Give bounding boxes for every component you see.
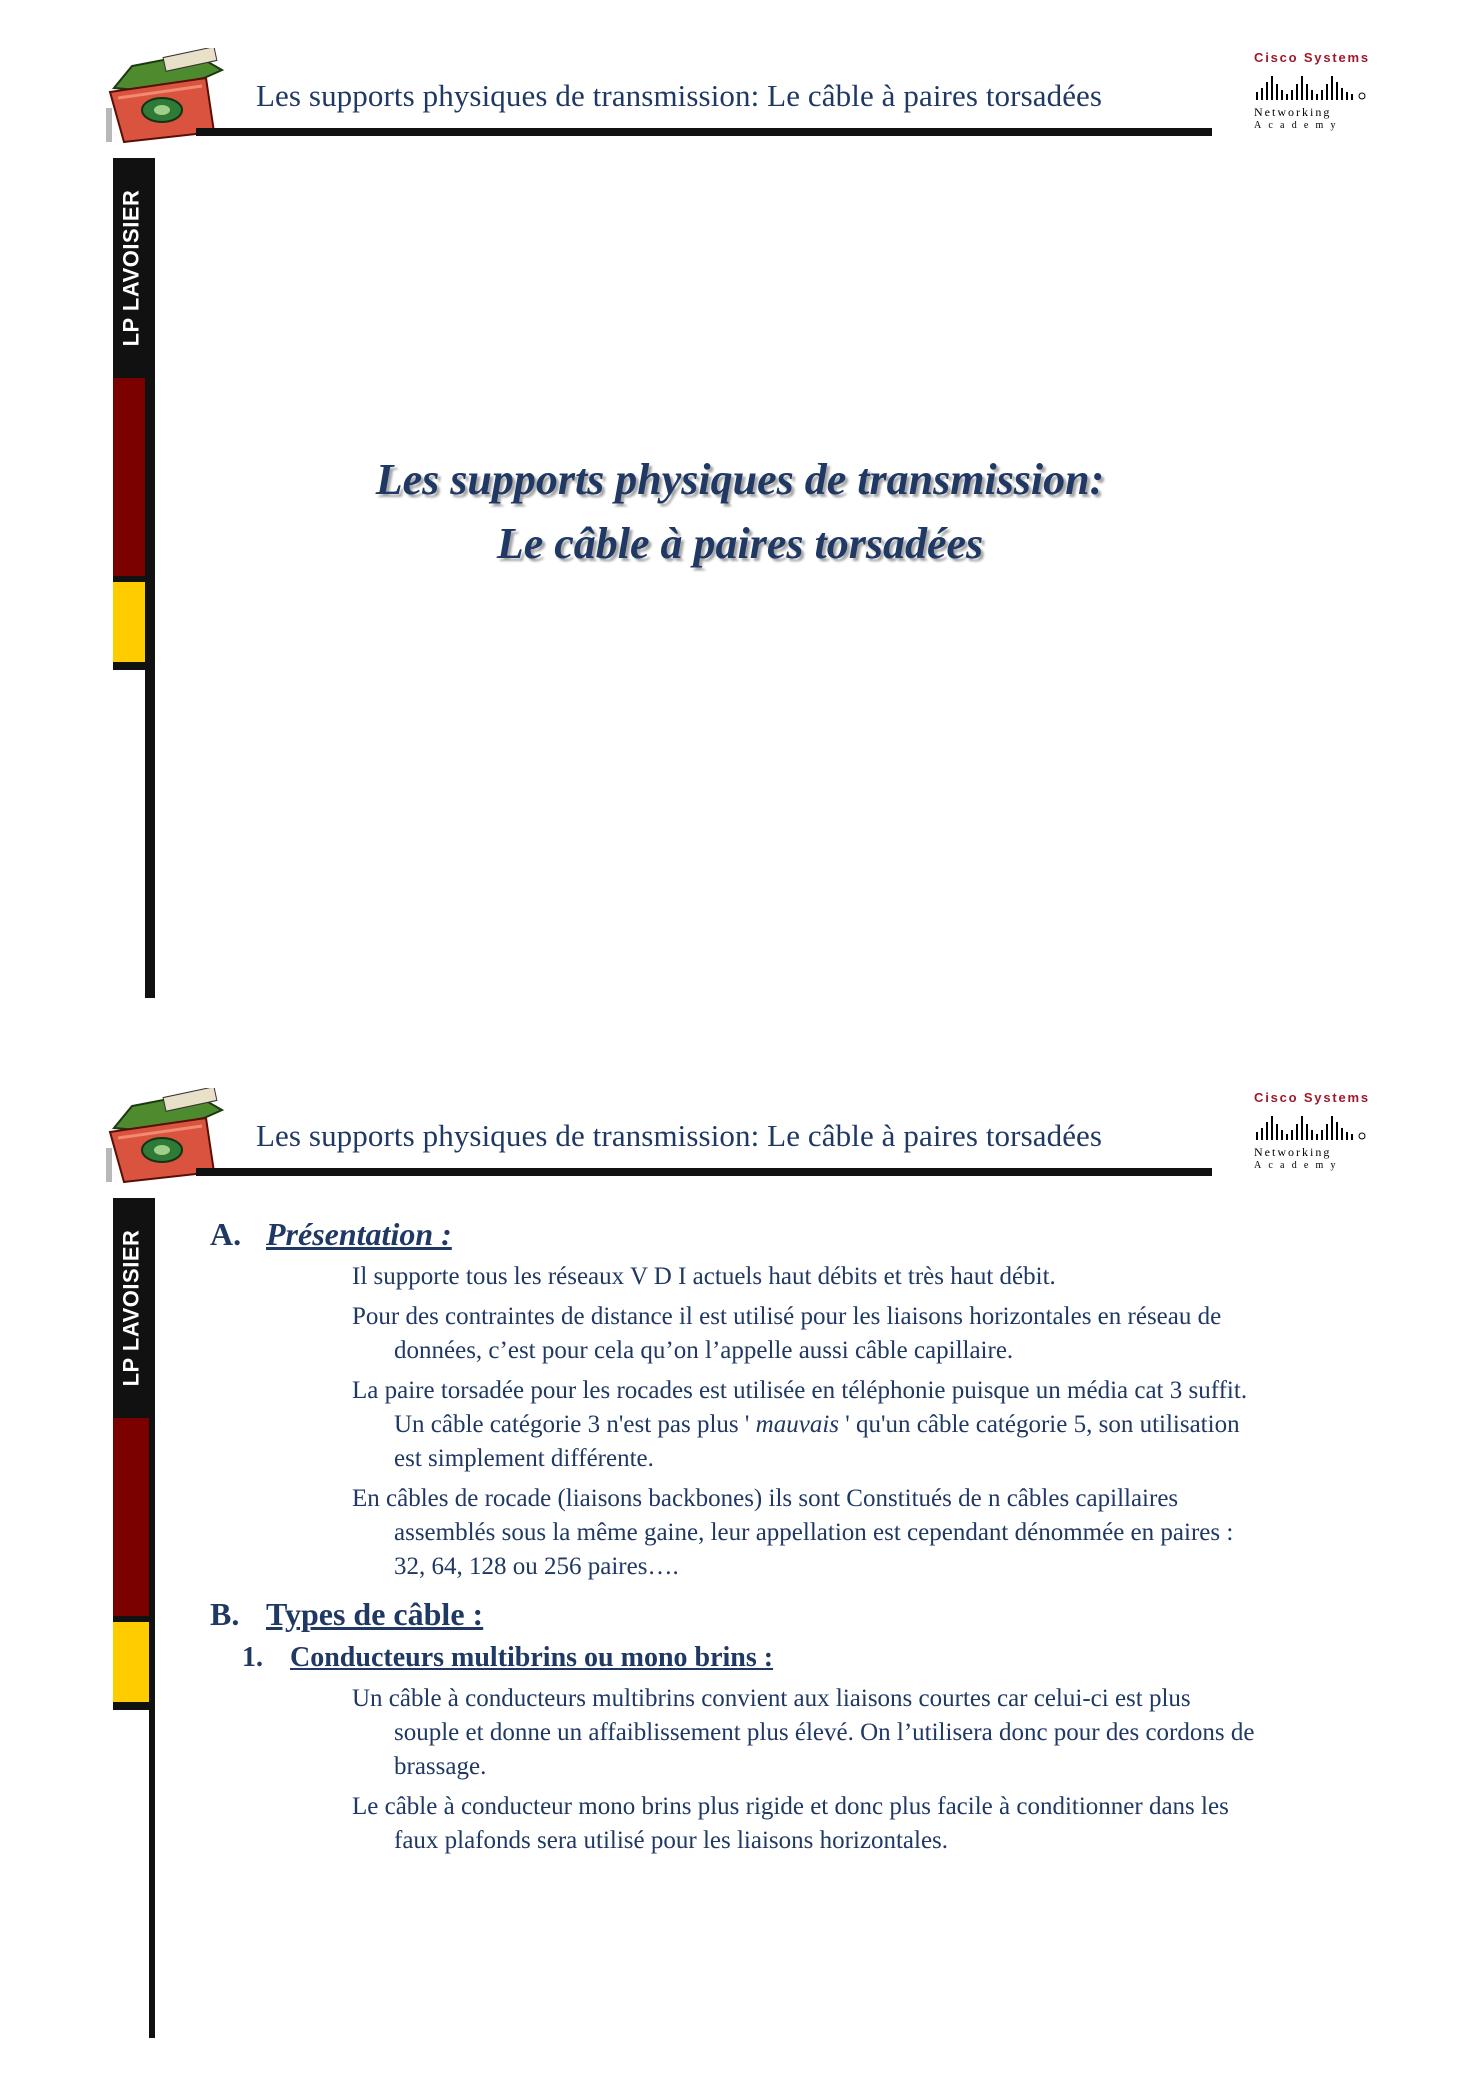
presentation-list	[352, 1260, 1262, 1584]
section-heading-presentation: A. Présentation :	[210, 1216, 452, 1252]
cisco-networking-academy-logo	[1254, 1090, 1370, 1180]
slide-title	[200, 448, 1280, 576]
header-rule	[196, 1168, 1212, 1176]
list-item: Pour des contraintes de distance il est utilisé pour les liaisons horizontales en réseau de données, c’est pour cela qu’on l’appelle aussi câble capillaire.	[352, 1303, 1222, 1364]
header-title: Les supports physiques de transmission: Le câble à paires torsadées	[256, 1118, 1103, 1153]
side-label: LP LAVOISIER	[118, 1229, 143, 1387]
slide-title-line-1: Les supports physiques de transmission:	[375, 455, 1105, 504]
section-heading-types: B. Types de câble :	[210, 1596, 484, 1632]
cisco-logo-academy: Academy	[1254, 120, 1343, 131]
cisco-logo-academy: Academy	[1254, 1160, 1343, 1171]
subsection-heading-conducteurs: 1. Conducteurs multibrins ou mono brins :	[242, 1642, 774, 1673]
slide-content	[210, 1214, 1270, 1868]
list-item: Le câble à conducteur mono brins plus rigide et donc plus facile à conditionner dans les faux plafonds sera utilisé pour les liaisons horizontales.	[352, 1793, 1229, 1854]
side-label: LP LAVOISIER	[118, 189, 143, 347]
slide-title-line-2: Le câble à paires torsadées	[496, 519, 984, 568]
cisco-logo-name: Cisco Systems	[1254, 1090, 1370, 1105]
cisco-logo-networking: Networking	[1254, 1145, 1332, 1159]
list-item: En câbles de rocade (liaisons backbones) ils sont Constitués de n câbles capillaires assemblés sous la même gaine, leur appellation est cependant dénommée en paires : 32, 64, 128 ou 256 paires….	[352, 1485, 1234, 1580]
cisco-logo-networking: Networking	[1254, 105, 1332, 119]
cisco-bars-icon	[1254, 72, 1370, 102]
list-item: Il supporte tous les réseaux V D I actuels haut débits et très haut débit.	[352, 1263, 1056, 1290]
list-item: La paire torsadée pour les rocades est utilisée en téléphonie puisque un média cat 3 suffit. Un câble catégorie 3 n'est pas plus ' mauvais ' qu'un câble catégorie 5, son utilisation est simplement différente.	[352, 1377, 1248, 1472]
conducteurs-list	[352, 1682, 1262, 1858]
cisco-bars-icon	[1254, 1112, 1370, 1142]
list-item: Un câble à conducteurs multibrins convient aux liaisons courtes car celui-ci est plus souple et donne un affaiblissement plus élevé. On l’utilisera donc pour des cordons de brassage.	[352, 1685, 1255, 1780]
slide-2	[0, 1040, 1471, 2080]
header-rule	[196, 128, 1212, 136]
header-title: Les supports physiques de transmission: Le câble à paires torsadées	[256, 78, 1103, 113]
cisco-networking-academy-logo	[1254, 50, 1370, 140]
cisco-logo-name: Cisco Systems	[1254, 50, 1370, 65]
